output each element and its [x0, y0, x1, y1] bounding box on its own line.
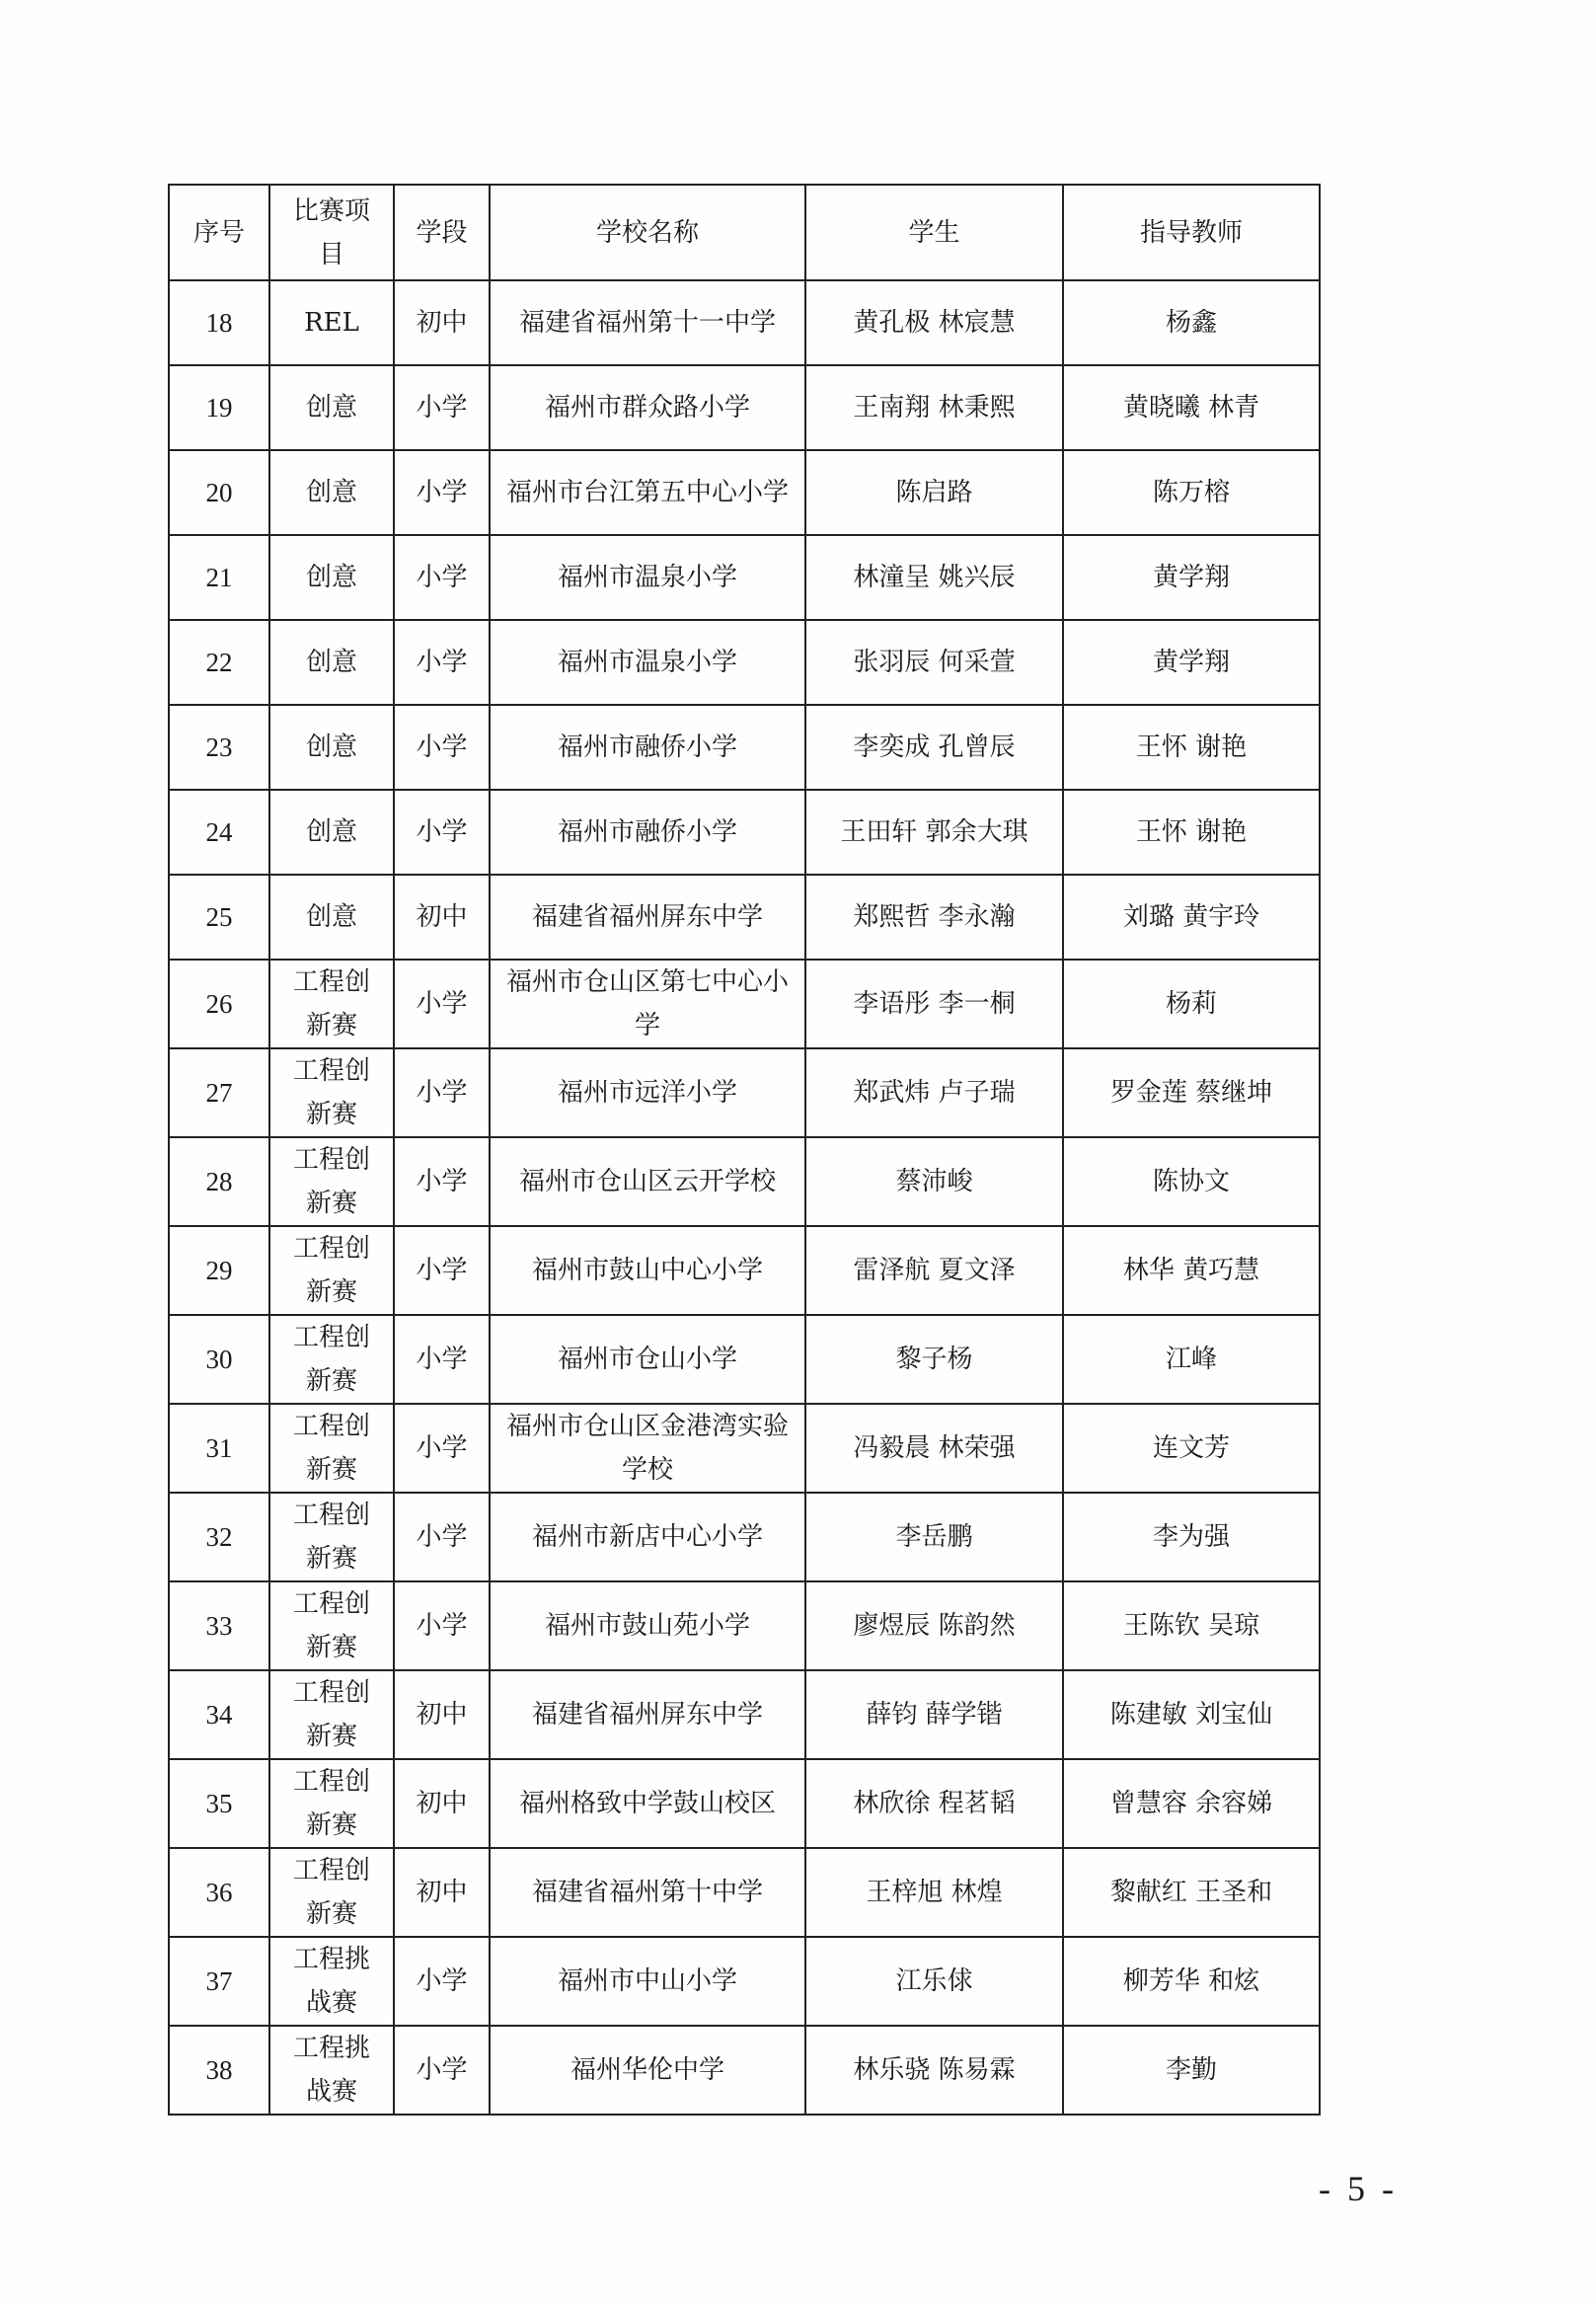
cell-school	[490, 620, 805, 705]
cell-no	[169, 1048, 269, 1137]
cell-event	[269, 1048, 394, 1137]
cell-school-text: 福州市融侨小学	[557, 817, 737, 847]
cell-teacher	[1063, 1581, 1320, 1670]
cell-teacher-text: 黄晓曦 林青	[1122, 393, 1260, 423]
cell-event	[269, 1848, 394, 1937]
cell-event	[269, 875, 394, 960]
cell-no-text: 19	[205, 392, 233, 423]
cell-teacher	[1063, 875, 1320, 960]
cell-no	[169, 2026, 269, 2115]
cell-students-text: 李语彤 李一桐	[853, 989, 1016, 1019]
table-row	[169, 960, 1320, 1048]
cell-event	[269, 1137, 394, 1226]
cell-teacher	[1063, 450, 1320, 535]
cell-teacher	[1063, 365, 1320, 450]
cell-no	[169, 1137, 269, 1226]
cell-students	[805, 1226, 1063, 1315]
page-number: - 5 -	[1319, 2169, 1398, 2208]
cell-level-text: 小学	[416, 1966, 468, 1996]
cell-school	[490, 280, 805, 365]
cell-level-text: 小学	[416, 989, 468, 1019]
cell-students-text: 冯毅晨 林荣强	[853, 1433, 1016, 1463]
cell-no-text: 38	[205, 2054, 233, 2085]
cell-students	[805, 1048, 1063, 1137]
cell-school-text: 福州市仓山区第七中心小学	[505, 967, 789, 1040]
cell-students	[805, 450, 1063, 535]
cell-school-text: 福州市仓山小学	[557, 1345, 737, 1374]
table-header-row	[169, 185, 1320, 280]
cell-teacher	[1063, 1048, 1320, 1137]
cell-event-text: 创意	[305, 393, 357, 423]
table-row	[169, 875, 1320, 960]
cell-teacher-text: 罗金莲 蔡继坤	[1109, 1078, 1273, 1108]
cell-students-text: 廖煜辰 陈韵然	[853, 1611, 1016, 1641]
cell-level	[394, 1315, 490, 1404]
cell-school-text: 福州市新店中心小学	[531, 1522, 763, 1552]
cell-event	[269, 1670, 394, 1759]
cell-event	[269, 1226, 394, 1315]
cell-teacher-text: 江峰	[1165, 1345, 1217, 1374]
cell-no-text: 24	[205, 816, 233, 847]
table-row	[169, 1493, 1320, 1581]
cell-level-text: 小学	[416, 732, 468, 762]
cell-level	[394, 875, 490, 960]
cell-level	[394, 2026, 490, 2115]
cell-level-text: 小学	[416, 1256, 468, 1285]
cell-school-text: 福州市温泉小学	[557, 648, 737, 677]
cell-no-text: 34	[205, 1699, 233, 1730]
cell-school-text: 福州市仓山区金港湾实验学校	[505, 1412, 789, 1485]
cell-event	[269, 1404, 394, 1493]
cell-no	[169, 1937, 269, 2026]
cell-school	[490, 1937, 805, 2026]
cell-level	[394, 1226, 490, 1315]
cell-level-text: 小学	[416, 817, 468, 847]
cell-event-text: 工程创新赛	[292, 1323, 370, 1396]
cell-event	[269, 960, 394, 1048]
cell-teacher	[1063, 280, 1320, 365]
cell-no-text: 26	[205, 988, 233, 1019]
award-table	[168, 184, 1321, 2116]
cell-level	[394, 960, 490, 1048]
table-row	[169, 1404, 1320, 1493]
cell-event	[269, 1581, 394, 1670]
table-row	[169, 1937, 1320, 2026]
table-row	[169, 2026, 1320, 2115]
cell-school	[490, 1404, 805, 1493]
cell-level	[394, 1670, 490, 1759]
cell-no	[169, 365, 269, 450]
cell-no	[169, 1493, 269, 1581]
cell-school	[490, 2026, 805, 2115]
cell-school-text: 福州市仓山区云开学校	[518, 1167, 776, 1196]
cell-teacher	[1063, 1759, 1320, 1848]
cell-school	[490, 1315, 805, 1404]
cell-event	[269, 2026, 394, 2115]
cell-event	[269, 705, 394, 790]
cell-event	[269, 790, 394, 875]
table-row	[169, 1848, 1320, 1937]
cell-students-text: 林乐骁 陈易霖	[853, 2055, 1016, 2085]
cell-school-text: 福州市远洋小学	[557, 1078, 737, 1108]
cell-event-text: 创意	[305, 732, 357, 762]
cell-level	[394, 1848, 490, 1937]
table-row	[169, 1581, 1320, 1670]
cell-students	[805, 1937, 1063, 2026]
cell-school	[490, 1670, 805, 1759]
table-row	[169, 1759, 1320, 1848]
cell-no	[169, 1404, 269, 1493]
cell-school-text: 福州市鼓山中心小学	[531, 1256, 763, 1285]
cell-no	[169, 705, 269, 790]
cell-teacher	[1063, 1848, 1320, 1937]
cell-students-text: 黎子杨	[895, 1345, 973, 1374]
cell-school	[490, 790, 805, 875]
cell-no	[169, 1226, 269, 1315]
cell-teacher-text: 黄学翔	[1152, 648, 1230, 677]
cell-teacher-text: 李为强	[1152, 1522, 1230, 1552]
cell-students	[805, 2026, 1063, 2115]
cell-school	[490, 1848, 805, 1937]
cell-school	[490, 1137, 805, 1226]
cell-school	[490, 1048, 805, 1137]
cell-students-text: 林潼呈 姚兴辰	[853, 563, 1016, 592]
cell-event-text: 工程创新赛	[292, 1234, 370, 1307]
cell-no	[169, 1315, 269, 1404]
cell-level-text: 小学	[416, 393, 468, 423]
cell-no	[169, 875, 269, 960]
header-school: 学校名称	[490, 185, 805, 280]
table-row	[169, 365, 1320, 450]
cell-no-text: 37	[205, 1965, 233, 1996]
cell-event-text: 创意	[305, 817, 357, 847]
cell-level	[394, 1759, 490, 1848]
cell-students	[805, 1848, 1063, 1937]
cell-event-text: 创意	[305, 478, 357, 507]
cell-event-text: 创意	[305, 648, 357, 677]
cell-school-text: 福州市群众路小学	[544, 393, 750, 423]
cell-level-text: 小学	[416, 648, 468, 677]
table-row	[169, 1137, 1320, 1226]
cell-no	[169, 790, 269, 875]
header-event	[269, 185, 394, 280]
cell-teacher	[1063, 620, 1320, 705]
cell-school	[490, 1493, 805, 1581]
cell-level-text: 初中	[416, 1789, 468, 1818]
cell-school	[490, 705, 805, 790]
cell-teacher-text: 王怀 谢艳	[1135, 817, 1248, 847]
table-row	[169, 790, 1320, 875]
cell-no	[169, 1759, 269, 1848]
cell-school-text: 福州格致中学鼓山校区	[518, 1789, 776, 1818]
header-students: 学生	[805, 185, 1063, 280]
cell-no	[169, 1670, 269, 1759]
cell-school	[490, 535, 805, 620]
cell-no	[169, 960, 269, 1048]
cell-teacher	[1063, 1670, 1320, 1759]
cell-students	[805, 875, 1063, 960]
cell-school-text: 福建省福州屏东中学	[531, 902, 763, 932]
cell-no-text: 31	[205, 1432, 233, 1463]
cell-event-text: REL	[304, 308, 359, 338]
cell-level	[394, 1581, 490, 1670]
cell-teacher-text: 王怀 谢艳	[1135, 732, 1248, 762]
cell-teacher	[1063, 1493, 1320, 1581]
cell-event-text: 工程挑战赛	[292, 2034, 370, 2107]
cell-teacher-text: 陈万榕	[1152, 478, 1230, 507]
cell-school-text: 福建省福州第十一中学	[518, 308, 776, 338]
cell-students	[805, 1404, 1063, 1493]
cell-students	[805, 1581, 1063, 1670]
table-row	[169, 705, 1320, 790]
cell-school-text: 福州市台江第五中心小学	[505, 478, 789, 507]
cell-no-text: 28	[205, 1166, 233, 1196]
cell-school	[490, 1226, 805, 1315]
cell-event	[269, 450, 394, 535]
cell-school-text: 福州华伦中学	[570, 2055, 724, 2085]
cell-event-text: 工程创新赛	[292, 967, 370, 1040]
cell-students	[805, 705, 1063, 790]
cell-no	[169, 1581, 269, 1670]
cell-no	[169, 1848, 269, 1937]
cell-level	[394, 1937, 490, 2026]
cell-students-text: 张羽辰 何采萱	[853, 648, 1016, 677]
cell-students	[805, 1759, 1063, 1848]
cell-teacher-text: 曾慧容 余容娣	[1109, 1789, 1273, 1818]
cell-students	[805, 1315, 1063, 1404]
cell-level	[394, 705, 490, 790]
cell-no-text: 33	[205, 1610, 233, 1641]
cell-event	[269, 535, 394, 620]
cell-teacher	[1063, 1315, 1320, 1404]
cell-event	[269, 1493, 394, 1581]
cell-students-text: 黄孔极 林宸慧	[853, 308, 1016, 338]
cell-event-text: 工程创新赛	[292, 1767, 370, 1840]
cell-no-text: 21	[205, 562, 233, 592]
cell-teacher	[1063, 960, 1320, 1048]
cell-students	[805, 620, 1063, 705]
cell-school-text: 福建省福州第十中学	[531, 1878, 763, 1907]
table-body	[169, 280, 1320, 2115]
table-row	[169, 620, 1320, 705]
cell-no	[169, 535, 269, 620]
cell-students	[805, 280, 1063, 365]
cell-students-text: 郑武炜 卢子瑞	[853, 1078, 1016, 1108]
cell-event	[269, 1937, 394, 2026]
table-row	[169, 280, 1320, 365]
cell-no-text: 32	[205, 1521, 233, 1552]
cell-event-text: 创意	[305, 902, 357, 932]
cell-teacher	[1063, 1226, 1320, 1315]
cell-students-text: 李岳鹏	[895, 1522, 973, 1552]
header-no: 序号	[169, 185, 269, 280]
cell-teacher-text: 杨鑫	[1165, 308, 1217, 338]
cell-level-text: 小学	[416, 1433, 468, 1463]
cell-level	[394, 280, 490, 365]
cell-level	[394, 365, 490, 450]
cell-level-text: 小学	[416, 1345, 468, 1374]
cell-teacher	[1063, 535, 1320, 620]
cell-level-text: 小学	[416, 563, 468, 592]
cell-no	[169, 280, 269, 365]
cell-event-text: 工程挑战赛	[292, 1945, 370, 2018]
cell-students-text: 雷泽航 夏文泽	[853, 1256, 1016, 1285]
cell-teacher	[1063, 790, 1320, 875]
cell-students-text: 蔡沛峻	[895, 1167, 973, 1196]
cell-no-text: 27	[205, 1077, 233, 1108]
cell-level-text: 小学	[416, 478, 468, 507]
cell-level-text: 初中	[416, 902, 468, 932]
cell-no-text: 36	[205, 1877, 233, 1907]
cell-level-text: 初中	[416, 1878, 468, 1907]
cell-students	[805, 790, 1063, 875]
cell-students	[805, 1493, 1063, 1581]
cell-level	[394, 1404, 490, 1493]
cell-school-text: 福州市融侨小学	[557, 732, 737, 762]
cell-school-text: 福建省福州屏东中学	[531, 1700, 763, 1730]
cell-school	[490, 1581, 805, 1670]
cell-teacher-text: 柳芳华 和炫	[1122, 1966, 1260, 1996]
cell-level-text: 小学	[416, 1167, 468, 1196]
cell-no	[169, 620, 269, 705]
cell-level-text: 小学	[416, 2055, 468, 2085]
cell-students	[805, 1670, 1063, 1759]
cell-event	[269, 280, 394, 365]
cell-school	[490, 960, 805, 1048]
cell-teacher-text: 刘璐 黄宇玲	[1122, 902, 1260, 932]
cell-school-text: 福州市鼓山苑小学	[544, 1611, 750, 1641]
cell-teacher	[1063, 1937, 1320, 2026]
cell-students	[805, 960, 1063, 1048]
cell-level	[394, 1137, 490, 1226]
cell-teacher-text: 王陈钦 吴琼	[1122, 1611, 1260, 1641]
cell-students-text: 王梓旭 林煌	[866, 1878, 1003, 1907]
cell-event-text: 工程创新赛	[292, 1056, 370, 1129]
cell-event-text: 工程创新赛	[292, 1856, 370, 1929]
cell-school	[490, 1759, 805, 1848]
cell-teacher	[1063, 1137, 1320, 1226]
cell-level-text: 小学	[416, 1611, 468, 1641]
cell-school	[490, 450, 805, 535]
cell-teacher-text: 李勤	[1165, 2055, 1217, 2085]
cell-school-text: 福州市中山小学	[557, 1966, 737, 1996]
cell-level-text: 小学	[416, 1522, 468, 1552]
cell-teacher	[1063, 1404, 1320, 1493]
header-teacher: 指导教师	[1063, 185, 1320, 280]
cell-event	[269, 1759, 394, 1848]
cell-event	[269, 1315, 394, 1404]
cell-level-text: 初中	[416, 1700, 468, 1730]
cell-teacher-text: 黄学翔	[1152, 563, 1230, 592]
cell-event	[269, 620, 394, 705]
cell-event-text: 工程创新赛	[292, 1412, 370, 1485]
cell-level-text: 小学	[416, 1078, 468, 1108]
cell-no-text: 22	[205, 647, 233, 677]
cell-teacher-text: 黎献红 王圣和	[1109, 1878, 1273, 1907]
cell-no-text: 23	[205, 731, 233, 762]
cell-students-text: 李奕成 孔曾辰	[853, 732, 1016, 762]
cell-event-text: 工程创新赛	[292, 1501, 370, 1574]
header-event-label: 比赛项目	[292, 195, 370, 269]
cell-level	[394, 535, 490, 620]
cell-no	[169, 450, 269, 535]
cell-students	[805, 1137, 1063, 1226]
cell-event-text: 工程创新赛	[292, 1589, 370, 1662]
table-row	[169, 1048, 1320, 1137]
cell-no-text: 18	[205, 307, 233, 338]
cell-level	[394, 620, 490, 705]
table-row	[169, 1315, 1320, 1404]
cell-students	[805, 365, 1063, 450]
cell-level	[394, 1048, 490, 1137]
cell-no-text: 25	[205, 901, 233, 932]
cell-level-text: 初中	[416, 308, 468, 338]
cell-event-text: 工程创新赛	[292, 1678, 370, 1751]
cell-no-text: 29	[205, 1255, 233, 1285]
cell-students-text: 王田轩 郭余大琪	[840, 817, 1028, 847]
cell-teacher-text: 连文芳	[1152, 1433, 1230, 1463]
cell-no-text: 30	[205, 1344, 233, 1374]
cell-students	[805, 535, 1063, 620]
cell-teacher-text: 杨莉	[1165, 989, 1217, 1019]
table-row	[169, 450, 1320, 535]
cell-students-text: 郑熙哲 李永瀚	[853, 902, 1016, 932]
cell-no-text: 20	[205, 477, 233, 507]
cell-teacher-text: 陈协文	[1152, 1167, 1230, 1196]
table-row	[169, 1670, 1320, 1759]
cell-school-text: 福州市温泉小学	[557, 563, 737, 592]
cell-event-text: 工程创新赛	[292, 1145, 370, 1218]
cell-no-text: 35	[205, 1788, 233, 1818]
table-row	[169, 1226, 1320, 1315]
cell-students-text: 陈启路	[895, 478, 973, 507]
cell-students-text: 薛钧 薛学锴	[866, 1700, 1003, 1730]
cell-teacher	[1063, 705, 1320, 790]
cell-students-text: 林欣徐 程茗韬	[853, 1789, 1016, 1818]
table-row	[169, 535, 1320, 620]
cell-students-text: 江乐俅	[895, 1966, 973, 1996]
cell-event-text: 创意	[305, 563, 357, 592]
cell-teacher	[1063, 2026, 1320, 2115]
cell-school	[490, 365, 805, 450]
cell-level	[394, 450, 490, 535]
cell-level	[394, 1493, 490, 1581]
cell-level	[394, 790, 490, 875]
cell-teacher-text: 陈建敏 刘宝仙	[1109, 1700, 1273, 1730]
cell-event	[269, 365, 394, 450]
header-level: 学段	[394, 185, 490, 280]
cell-teacher-text: 林华 黄巧慧	[1122, 1256, 1260, 1285]
cell-school	[490, 875, 805, 960]
cell-students-text: 王南翔 林秉熙	[853, 393, 1016, 423]
